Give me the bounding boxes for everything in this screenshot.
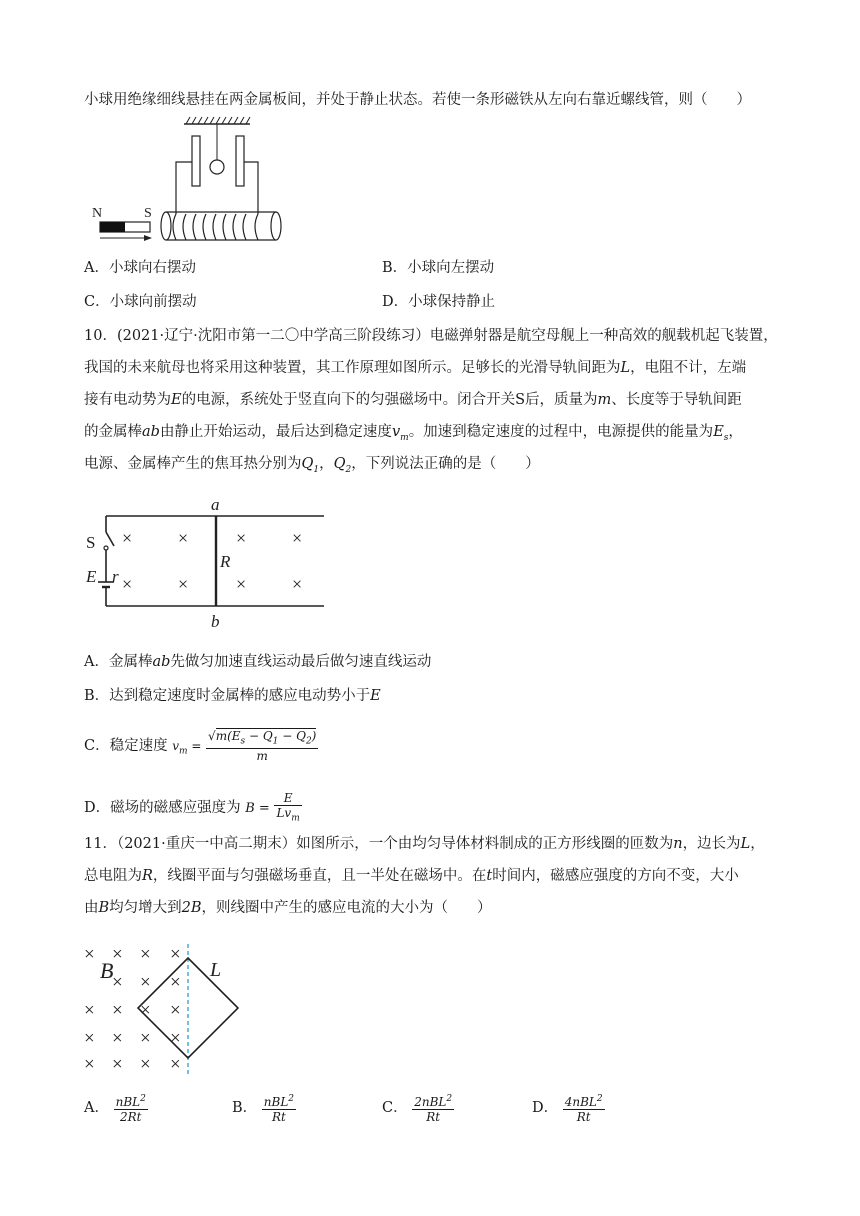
q9-text: 小球用绝缘细线悬挂在两金属板间，并处于静止状态。若使一条形磁铁从左向右靠近螺线管，则（ ）	[84, 92, 751, 108]
rod-resistance-label: R	[220, 552, 231, 571]
q11-line-1: 11．（2021·重庆一中高二期末）如图所示，一个由均匀导体材料制成的正方形线圈的匝数为n，边长为L，	[84, 836, 765, 852]
rail-circuit-figure	[84, 494, 334, 634]
square-coil-figure	[80, 938, 250, 1078]
q9-option-a[interactable]: A．小球向右摆动	[84, 260, 196, 276]
q10-option-a[interactable]: A．金属棒ab先做匀加速直线运动最后做匀速直线运动	[84, 654, 432, 670]
q10-option-b[interactable]: B．达到稳定速度时金属棒的感应电动势小于E	[84, 688, 381, 704]
field-cross: ×	[292, 528, 303, 548]
q10-option-d[interactable]: D．磁场的磁感应强度为 B = $\frac{E}{Lv_m}$	[84, 790, 300, 824]
field-cross: ×	[236, 528, 247, 548]
magnet-n-label: N	[92, 206, 103, 221]
q11-line-2: 总电阻为R，线圈平面与匀强磁场垂直，且一半处在磁场中。在t时间内，磁感应强度的方向不变，大小	[84, 868, 739, 884]
field-cross: ×	[140, 1000, 151, 1021]
q10-line-2: 我国的未来航母也将采用这种装置，其工作原理如图所示。足够长的光滑导轨间距为L，电阻不计，左端	[84, 360, 747, 376]
q10-option-c[interactable]: C．稳定速度 $v_m$ = $\frac{√m(E_s - Q_1 - Q_2)}{m}$	[84, 728, 317, 764]
q10-line-1: 10．(2021·辽宁·沈阳市第一二〇中学高三阶段练习）电磁弹射器是航空母舰上一种高效的舰载机起飞装置，	[84, 328, 778, 344]
field-cross: ×	[170, 1054, 181, 1075]
q11-option-c[interactable]: C． $\frac{2nBL^2}{Rt}$	[382, 1094, 453, 1124]
q11-option-d[interactable]: D． $\frac{4nBL^2}{Rt}$	[532, 1094, 603, 1124]
field-cross: ×	[140, 1028, 151, 1049]
field-cross: ×	[140, 944, 151, 965]
field-cross: ×	[178, 574, 189, 594]
side-l-label: L	[210, 959, 222, 981]
rod-end-a-label: a	[211, 495, 220, 514]
field-cross: ×	[112, 1028, 123, 1049]
field-cross: ×	[112, 1000, 123, 1021]
field-cross: ×	[292, 574, 303, 594]
field-cross: ×	[84, 944, 95, 965]
q10-line-3: 接有电动势为E的电源，系统处于竖直向下的匀强磁场中。闭合开关S后，质量为m、长度等于导轨间距	[84, 392, 742, 408]
field-cross: ×	[170, 944, 181, 965]
field-cross: ×	[140, 972, 151, 993]
field-b-label: B	[100, 958, 114, 983]
field-cross: ×	[170, 1028, 181, 1049]
q11-option-b[interactable]: B． $\frac{nBL^2}{Rt}$	[232, 1094, 295, 1124]
q9-option-c[interactable]: C．小球向前摆动	[84, 294, 197, 310]
field-cross: ×	[112, 944, 123, 965]
q9-option-d[interactable]: D．小球保持静止	[382, 294, 496, 310]
emf-label: E	[86, 567, 97, 586]
q11-option-a[interactable]: A． $\frac{nBL^2}{2Rt}$	[84, 1094, 146, 1124]
field-cross: ×	[170, 1000, 181, 1021]
field-cross: ×	[140, 1054, 151, 1075]
q11-line-3: 由B均匀增大到2B，则线圈中产生的感应电流的大小为（ ）	[84, 900, 492, 916]
q10-line-4: 的金属棒ab由静止开始运动，最后达到稳定速度$v_m$。加速到稳定速度的过程中，电源提供的能量为$E_s$，	[84, 424, 743, 443]
field-cross: ×	[84, 1000, 95, 1021]
q9-option-b[interactable]: B．小球向左摆动	[382, 260, 495, 276]
magnet-s-label: S	[144, 206, 152, 221]
field-cross: ×	[236, 574, 247, 594]
switch-label: S	[86, 533, 96, 552]
solenoid-figure	[90, 112, 300, 247]
field-cross: ×	[122, 528, 133, 548]
field-cross: ×	[84, 1028, 95, 1049]
rod-end-b-label: b	[211, 612, 220, 631]
vm-formula: $\frac{√m(E_s - Q_1 - Q_2)}{m}$	[208, 728, 317, 764]
field-cross: ×	[178, 528, 189, 548]
field-cross: ×	[170, 972, 181, 993]
internal-resistance-label: r	[112, 567, 119, 586]
field-cross: ×	[122, 574, 133, 594]
field-cross: ×	[84, 1054, 95, 1075]
field-cross: ×	[112, 972, 123, 993]
field-cross: ×	[112, 1054, 123, 1075]
q10-line-5: 电源、金属棒产生的焦耳热分别为$Q_1$，$Q_2$，下列说法正确的是（ ）	[84, 456, 540, 475]
b-formula: $\frac{E}{Lv_m}$	[276, 790, 300, 824]
